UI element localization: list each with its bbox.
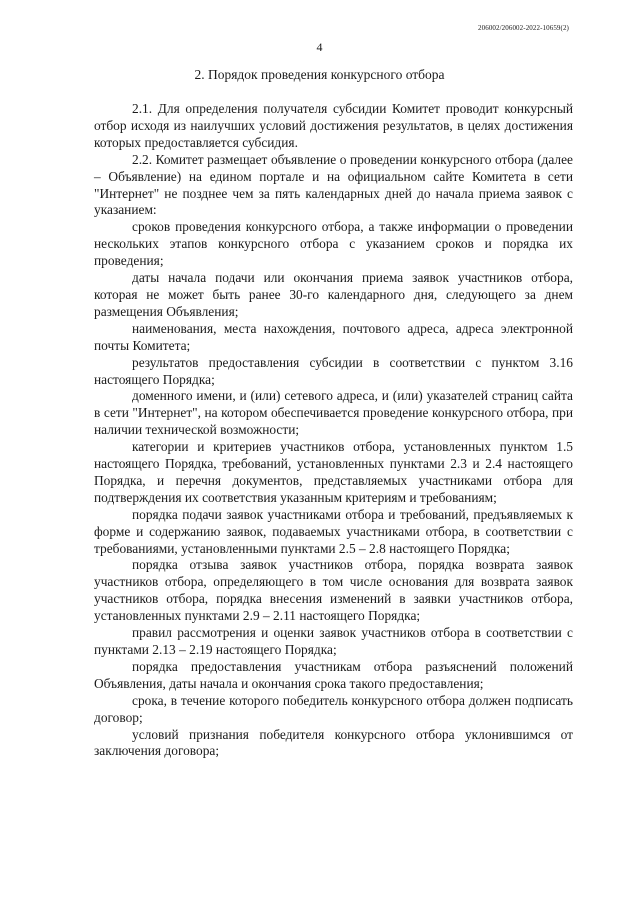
paragraph: результатов предоставления субсидии в соответствии с пунктом 3.16 настоящего Порядка; <box>94 354 573 387</box>
section-title: 2. Порядок проведения конкурсного отбора <box>194 67 445 82</box>
paragraph: порядка предоставления участникам отбора разъяснений положений Объявления, даты начала и окончания срока такого предоставления; <box>94 658 573 691</box>
paragraph: порядка подачи заявок участниками отбора и требований, предъявляемых к форме и содержанию заявок, подаваемых участниками отбора, в соответствии с требованиями, установленными пунктами 2.5 – 2.8 настоящего Порядка; <box>94 506 573 556</box>
page-number: 4 <box>316 40 323 54</box>
paragraph: наименования, места нахождения, почтового адреса, адреса электронной почты Комитета; <box>94 320 573 353</box>
document-registration-number: 206002/206002-2022-10659(2) <box>478 24 569 32</box>
paragraph: срока, в течение которого победитель конкурсного отбора должен подписать договор; <box>94 692 573 725</box>
paragraph: условий признания победителя конкурсного отбора уклонившимся от заключения договора; <box>94 726 573 759</box>
paragraph: категории и критериев участников отбора, установленных пунктом 1.5 настоящего Порядка, требований, установленных пунктами 2.3 и 2.4 настоящего Порядка, и перечня документов, представляемых участниками отбора для подтверждения их соответствия указанным критериям и требованиям; <box>94 439 573 505</box>
paragraph: даты начала подачи или окончания приема заявок участников отбора, которая не может быть ранее 30-го календарного дня, следующего за днем размещения Объявления; <box>94 270 573 319</box>
paragraph: 2.2. Комитет размещает объявление о проведении конкурсного отбора (далее – Объявление) на едином портале и на официальном сайте Комитета в сети "Интернет" не позднее чем за пять календарных дней до начала приема заявок с указанием: <box>94 151 573 218</box>
paragraph: сроков проведения конкурсного отбора, а также информации о проведении нескольких этапов конкурсного отбора с указанием сроков и порядка их проведения; <box>94 219 573 269</box>
paragraph: 2.1. Для определения получателя субсидии Комитет проводит конкурсный отбор исходя из наилучших условий достижения результатов, в целях достижения которых предоставляется субсидия. <box>94 101 573 150</box>
paragraph: правил рассмотрения и оценки заявок участников отбора в соответствии с пунктами 2.13 – 2.19 настоящего Порядка; <box>94 625 573 657</box>
document-body <box>94 101 573 760</box>
paragraph: порядка отзыва заявок участников отбора, порядка возврата заявок участников отбора, определяющего в том числе основания для возврата заявок участников отбора, порядка внесения изменений в заявки участников отбора, установленных пунктами 2.9 – 2.11 настоящего Порядка; <box>94 557 573 624</box>
paragraph: доменного имени, и (или) сетевого адреса, и (или) указателей страниц сайта в сети "Интернет", на котором обеспечивается проведение конкурсного отбора, при наличии технической возможности; <box>94 388 573 438</box>
